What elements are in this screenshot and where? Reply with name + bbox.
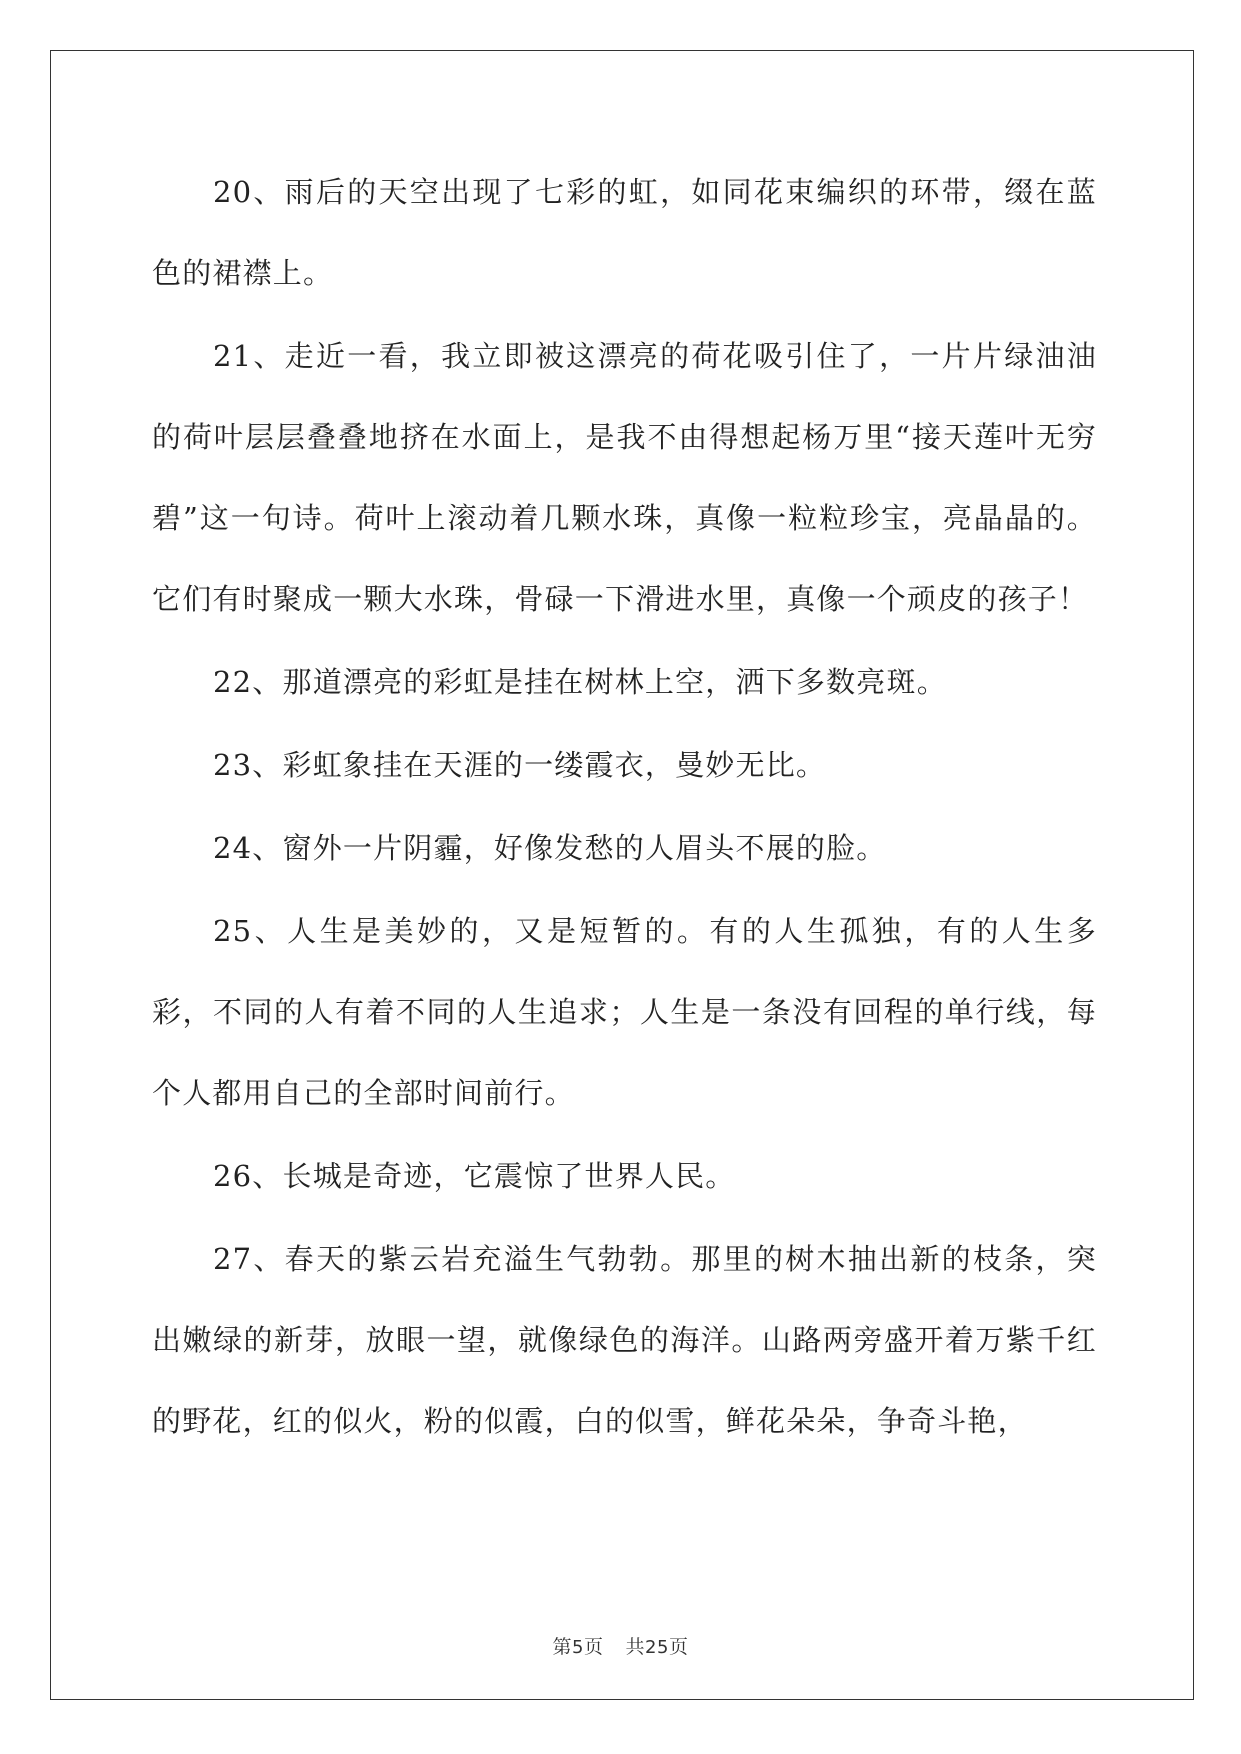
page-footer — [0, 1632, 1241, 1659]
paragraph-21: 21、走近一看，我立即被这漂亮的荷花吸引住了，一片片绿油油的荷叶层层叠叠地挤在水面上，是我不由得想起杨万里“接天莲叶无穷碧”这一句诗。荷叶上滚动着几颗水珠，真像一粒粒珍宝，亮晶晶的。它们有时聚成一颗大水珠，骨碌一下滑进水里，真像一个顽皮的孩子！ — [152, 339, 1097, 616]
document-body — [152, 152, 1097, 1464]
page-number: 5 — [572, 1637, 584, 1658]
paragraph-23: 23、彩虹象挂在天涯的一缕霞衣，曼妙无比。 — [213, 748, 827, 782]
paragraph-20: 20、雨后的天空出现了七彩的虹，如同花束编织的环带，缀在蓝色的裙襟上。 — [152, 175, 1097, 290]
paragraph-22: 22、那道漂亮的彩虹是挂在树林上空，洒下多数亮斑。 — [213, 665, 947, 699]
paragraph-25: 25、人生是美妙的，又是短暂的。有的人生孤独，有的人生多彩，不同的人有着不同的人生追求；人生是一条没有回程的单行线，每个人都用自己的全部时间前行。 — [152, 914, 1097, 1110]
page-prefix: 第 — [552, 1636, 573, 1658]
paragraph-26: 26、长城是奇迹，它震惊了世界人民。 — [213, 1159, 736, 1193]
total-prefix: 共 — [625, 1636, 646, 1658]
paragraph-27: 27、春天的紫云岩充溢生气勃勃。那里的树木抽出新的枝条，突出嫩绿的新芽，放眼一望，就像绿色的海洋。山路两旁盛开着万紫千红的野花，红的似火，粉的似霞，白的似雪，鲜花朵朵，争奇斗艳， — [152, 1242, 1097, 1438]
paragraph-24: 24、窗外一片阴霾，好像发愁的人眉头不展的脸。 — [213, 831, 887, 865]
total-suffix: 页 — [668, 1636, 689, 1658]
page-suffix: 页 — [584, 1636, 604, 1658]
total-pages: 25 — [645, 1637, 669, 1658]
